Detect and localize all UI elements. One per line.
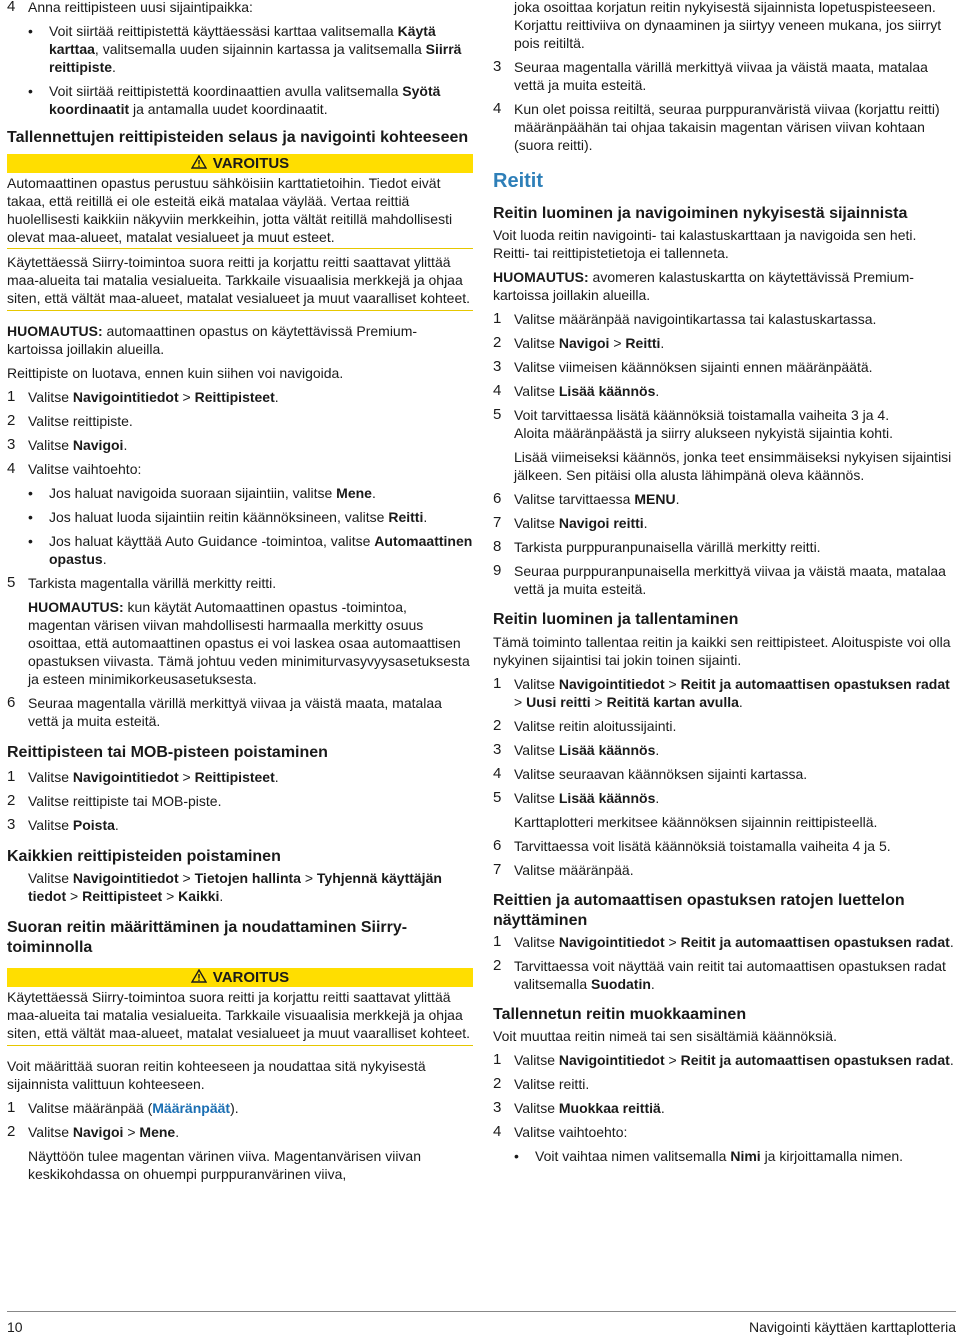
step-8: 8 Tarkista purppuranpunaisella värillä merkitty reitti. xyxy=(493,538,821,555)
section-heading: Tallennettujen reittipisteiden selaus ja navigointi kohteeseen xyxy=(7,129,469,146)
step-6: 6 Tarvittaessa voit lisätä käännöksiä toistamalla vaiheita 4 ja 5. xyxy=(493,837,891,854)
step-2: 2 Valitse Navigoi > Reitti. xyxy=(493,334,665,351)
step-1: 1 Valitse Navigointitiedot > Reittipisteet. xyxy=(7,768,279,785)
step-2: 2 Tarvittaessa voit näyttää vain reitit tai automaattisen opastuksen radat valitsemalla Suodatin. xyxy=(493,957,946,992)
page-number: 10 xyxy=(7,1319,23,1335)
section-heading: Reitin luominen ja tallentaminen xyxy=(493,611,739,628)
paragraph: Voit luoda reitin navigointi- tai kalastuskarttaan ja navigoida sen heti. Reitti- tai reittipistetietoja ei tallenneta. xyxy=(493,227,917,261)
paragraph: joka osoittaa korjatun reitin nykyisestä sijainnista lopetuspisteeseen. Korjattu reittiviiva on dynaaminen ja siirtyy veneen mukana, jos siirryt pois reitiltä. xyxy=(514,0,942,51)
section-heading: Suoran reitin määrittäminen ja noudattaminen Siirry-toiminnolla xyxy=(7,919,408,956)
footer-rule xyxy=(7,1311,956,1312)
step-2: 2 Valitse reitti. xyxy=(493,1075,590,1092)
list-item: • Jos haluat luoda sijaintiin reitin käännöksineen, valitse Reitti. xyxy=(28,509,428,525)
warning-header: VAROITUS xyxy=(7,968,473,987)
step-4: 4 Kun olet poissa reitiltä, seuraa purppuranväristä viivaa (korjattu reitti) määränpäähän tai ohjaa takaisin magentan värisen viivan kohtaan (suora reitti). xyxy=(493,100,940,153)
step-5: 5 Voit tarvittaessa lisätä käännöksiä toistamalla vaiheita 3 ja 4. Aloita määränpäästä ja siirry alukseen nykyistä sijaintia kohti. Lisää viimeiseksi käännös, jonka teet ensimmäiseksi nykyisen sijaintisi jälkeen. Sen pitäisi olla alusta lähimpänä oleva käännös. xyxy=(493,406,952,483)
section-heading: Reittipisteen tai MOB-pisteen poistaminen xyxy=(7,744,328,761)
step-5: 5 Valitse Lisää käännös. Karttaplotteri merkitsee käännöksen sijainnin reittipisteellä. xyxy=(493,789,878,830)
list-item: • Voit vaihtaa nimen valitsemalla Nimi ja kirjoittamalla nimen. xyxy=(514,1148,904,1164)
note: HUOMAUTUS: automaattinen opastus on käytettävissä Premium-kartoissa joillakin alueilla. xyxy=(7,323,418,357)
paragraph: Valitse Navigointitiedot > Tietojen hallinta > Tyhjennä käyttäjän tiedot > Reittipisteet > Kaikki. xyxy=(28,870,442,904)
step-1: 1 Valitse Navigointitiedot > Reitit ja automaattisen opastuksen radat. xyxy=(493,1051,954,1068)
step-2: 2 Valitse reittipiste. xyxy=(7,412,133,429)
step-1: 1 Valitse Navigointitiedot > Reitit ja automaattisen opastuksen radat > Uusi reitti > Reititä kartan avulla. xyxy=(493,675,950,710)
step-4: 4 Anna reittipisteen uusi sijaintipaikka: xyxy=(7,0,473,16)
section-heading: Reitin luominen ja navigoiminen nykyisestä sijainnista xyxy=(493,205,908,222)
step-3: 3 Valitse Muokkaa reittiä. xyxy=(493,1099,665,1116)
step-4: 4 Valitse Lisää käännös. xyxy=(493,382,660,399)
list-item: • Jos haluat navigoida suoraan sijaintiin, valitse Mene. xyxy=(28,485,376,501)
destinations-link[interactable]: Määränpäät xyxy=(152,1100,231,1116)
section-heading: Reittien ja automaattisen opastuksen ratojen luettelon näyttäminen xyxy=(493,892,905,929)
section-heading: Tallennetun reitin muokkaaminen xyxy=(493,1006,747,1023)
warning-text: Automaattinen opastus perustuu sähköisiin karttatietoihin. Tiedot eivät takaa, että reitillä ei ole esteitä eikä matalaa väylää. Vertaa reittiä huolellisesti kaikkiin näkyviin merkkeihin, jotta vältät reitillä mahdollisesti olevat maa-alueet, matalat vesialueet ja muut esteet. xyxy=(7,175,453,245)
chapter-title: Reitit xyxy=(493,170,543,192)
footer-title: Navigointi käyttäen karttaplotteria xyxy=(749,1319,956,1335)
step-3: 3 Seuraa magentalla värillä merkittyä viivaa ja väistä maata, matalaa vettä ja muita esteitä. xyxy=(493,58,928,93)
step-4: 4 Valitse vaihtoehto: xyxy=(493,1123,628,1140)
step-6: 6 Valitse tarvittaessa MENU. xyxy=(493,490,680,507)
warning-text: Käytettäessä Siirry-toimintoa suora reitti ja korjattu reitti saattavat ylittää maa-alueita tai matalia vesialueita. Tarkkaile visuaalisia merkkejä ja ohjaa siten, että vältät maa-alueet, matalat vesialueet ja muut vaaralliset kohteet. xyxy=(7,989,471,1041)
step-5: 5 Tarkista magentalla värillä merkitty reitti. HUOMAUTUS: kun käytät Automaattinen opastus -toimintoa, magentan värisen viivan mahdollisesti harmaalla merkitty osuus osoittaa, että automaattinen opastus ei voi laskea osaa automaattisen opastuksen viivasta. Tämä johtuu veden minimiturvasyvyysasetuksesta ja esteen minimikorkeusasetuksesta. xyxy=(7,574,473,688)
step-2: 2 Valitse reittipiste tai MOB-piste. xyxy=(7,792,222,809)
paragraph: Tämä toiminto tallentaa reitin ja kaikki sen reittipisteet. Aloituspiste voi olla nykyinen sijaintisi tai jokin toinen sijainti. xyxy=(493,634,951,668)
step-6: 6 Seuraa magentalla värillä merkittyä viivaa ja väistä maata, matalaa vettä ja muita esteitä. xyxy=(7,694,442,729)
list-item: • Voit siirtää reittipistettä käyttäessäsi karttaa valitsemalla Käytä karttaa, valitsemalla uuden sijainnin kartassa ja valitsemalla Siirrä reittipiste. xyxy=(28,23,462,75)
list-item: • Jos haluat käyttää Auto Guidance -toimintoa, valitse Automaattinen opastus. xyxy=(28,533,473,567)
step-7: 7 Valitse määränpää. xyxy=(493,861,634,878)
section-heading: Kaikkien reittipisteiden poistaminen xyxy=(7,848,281,865)
step-4: 4 Valitse vaihtoehto: xyxy=(7,460,142,477)
step-9: 9 Seuraa purppuranpunaisella merkittyä viivaa ja väistä maata, matalaa vettä ja muita esteitä. xyxy=(493,562,946,597)
step-text: Anna reittipisteen uusi sijaintipaikka: xyxy=(28,0,253,15)
step-3: 3 Valitse Navigoi. xyxy=(7,436,128,453)
note: HUOMAUTUS: avomeren kalastuskartta on käytettävissä Premium-kartoissa joillakin alueilla. xyxy=(493,269,914,303)
step-2: 2 Valitse reitin aloitussijainti. xyxy=(493,717,677,734)
paragraph: Voit muuttaa reitin nimeä tai sen sisältämiä käännöksiä. xyxy=(493,1028,837,1044)
divider xyxy=(7,248,473,249)
warning-header: VAROITUS xyxy=(7,154,473,173)
bullet-list xyxy=(7,484,473,568)
warning-box xyxy=(7,968,473,1046)
right-column xyxy=(493,0,955,1165)
step-3: 3 Valitse viimeisen käännöksen sijainti ennen määränpäätä. xyxy=(493,358,873,375)
step-1: 1 Valitse määränpää navigointikartassa tai kalastuskartassa. xyxy=(493,310,877,327)
paragraph: Reittipiste on luotava, ennen kuin siihen voi navigoida. xyxy=(7,365,344,381)
warning-icon xyxy=(191,155,207,174)
step-1: 1 Valitse Navigointitiedot > Reittipisteet. xyxy=(7,388,279,405)
step-4: 4 Valitse seuraavan käännöksen sijainti kartassa. xyxy=(493,765,808,782)
bullet-list xyxy=(7,22,473,118)
step-7: 7 Valitse Navigoi reitti. xyxy=(493,514,648,531)
step-3: 3 Valitse Lisää käännös. xyxy=(493,741,660,758)
left-column xyxy=(7,0,473,1183)
step-3: 3 Valitse Poista. xyxy=(7,816,119,833)
warning-icon xyxy=(191,969,207,988)
divider xyxy=(7,1045,473,1046)
step-1: 1 Valitse Navigointitiedot > Reitit ja automaattisen opastuksen radat. xyxy=(493,933,954,950)
step-2: 2 Valitse Navigoi > Mene. Näyttöön tulee magentan värinen viiva. Magentanvärisen viivan keskikohdassa on ohuempi purppuranvärinen viiva, xyxy=(7,1123,422,1182)
note: HUOMAUTUS: kun käytät Automaattinen opastus -toimintoa, magentan värisen viivan mahdollisesti harmaalla merkitty osuus osoittaa, että automaattinen opastus ei voi laskea osaa automaattisen opastuksen viivasta. Tämä johtuu veden minimiturvasyvyysasetuksesta ja esteen minimikorkeusasetuksesta. xyxy=(28,599,470,687)
warning-box xyxy=(7,154,473,311)
divider xyxy=(7,310,473,311)
list-item: • Voit siirtää reittipistettä koordinaattien avulla valitsemalla Syötä koordinaatit ja antamalla uudet koordinaatit. xyxy=(28,83,441,117)
paragraph: Voit määrittää suoran reitin kohteeseen ja noudattaa sitä nykyisestä sijainnista valittuun kohteeseen. xyxy=(7,1058,426,1092)
warning-text: Käytettäessä Siirry-toimintoa suora reitti ja korjattu reitti saattavat ylittää maa-alueita tai matalia vesialueita. Tarkkaile visuaalisia merkkejä ja ohjaa siten, että vältät maa-alueet, matalat vesialueet ja muut vaaralliset kohteet. xyxy=(7,254,471,306)
bullet-list xyxy=(493,1147,955,1165)
step-1: 1 Valitse määränpää (Määränpäät). xyxy=(7,1099,239,1116)
